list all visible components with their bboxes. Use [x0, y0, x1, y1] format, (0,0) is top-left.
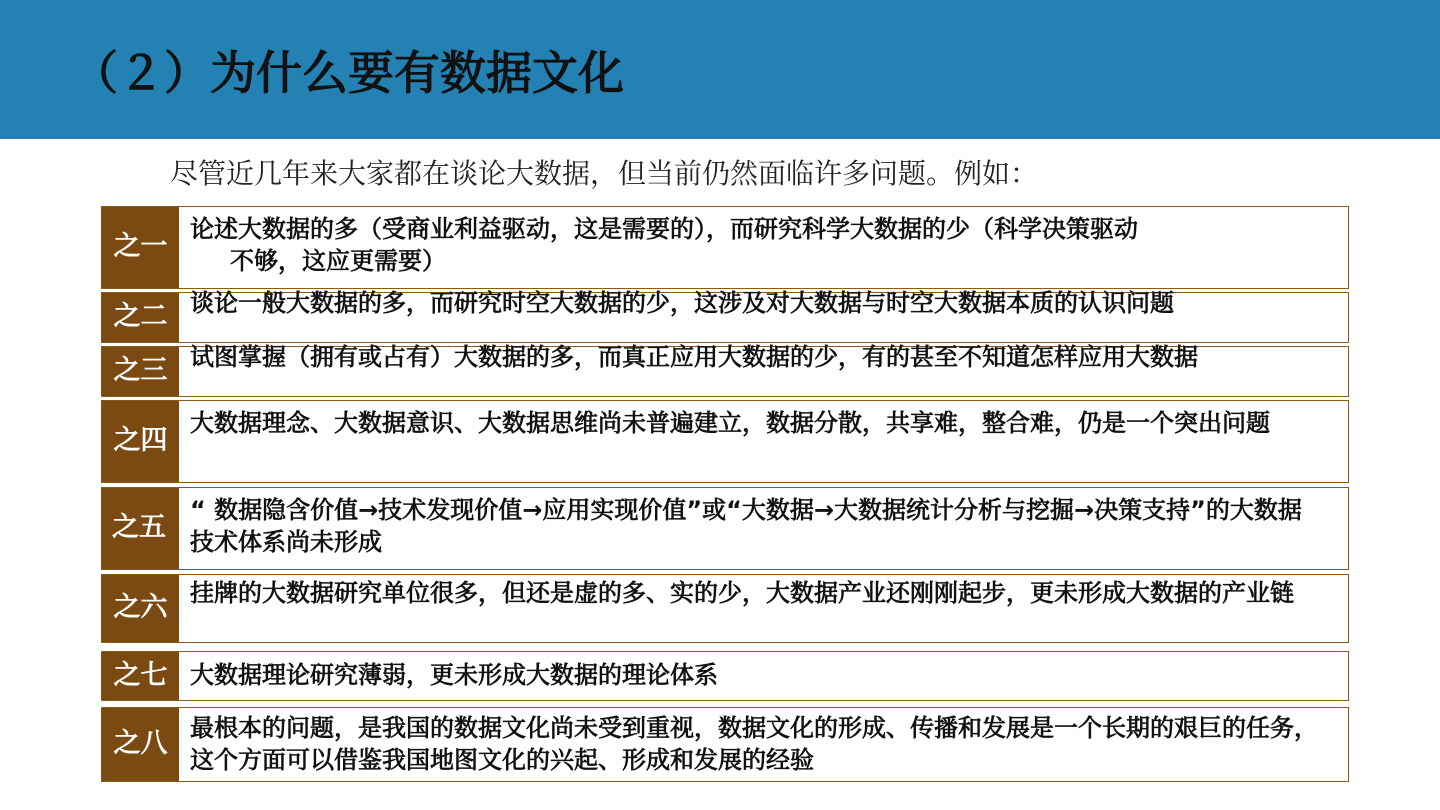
- item-tag: 之五: [102, 488, 179, 569]
- item-text: 大数据理念、大数据意识、大数据思维尚未普遍建立，数据分散，共享难，整合难，仍是一个突出问题: [190, 409, 1270, 437]
- page-title: （２）为什么要有数据文化: [72, 46, 624, 100]
- problem-item-2: [101, 289, 1349, 343]
- item-tag: 之八: [102, 708, 179, 781]
- item-text: [190, 213, 1318, 278]
- problem-item-7: [101, 651, 1349, 701]
- item-tag: 之一: [102, 207, 179, 288]
- item-text: 挂牌的大数据研究单位很多，但还是虚的多、实的少，大数据产业还刚刚起步，更未形成大数据的产业链: [190, 579, 1294, 607]
- item-tag: 之六: [102, 575, 179, 642]
- problem-item-3: [101, 343, 1349, 397]
- item-tag: 之四: [102, 401, 179, 482]
- item-text-line2: 不够，这应更需要）: [230, 247, 446, 276]
- item-text: 试图掌握（拥有或占有）大数据的多，而真正应用大数据的少，有的甚至不知道怎样应用大数据: [190, 343, 1198, 371]
- problem-item-1: [101, 206, 1349, 289]
- problem-item-4: [101, 400, 1349, 483]
- intro-text: 尽管近几年来大家都在谈论大数据，但当前仍然面临许多问题。例如：: [170, 157, 1039, 190]
- item-text: 大数据理论研究薄弱，更未形成大数据的理论体系: [190, 661, 718, 689]
- item-text: 最根本的问题，是我国的数据文化尚未受到重视，数据文化的形成、传播和发展是一个长期的艰巨的任务，这个方面可以借鉴我国地图文化的兴起、形成和发展的经验: [190, 714, 1318, 775]
- problem-item-5: [101, 487, 1349, 570]
- item-tag: 之三: [102, 347, 179, 396]
- problem-item-8: [101, 707, 1349, 782]
- problem-item-6: [101, 574, 1349, 643]
- item-text: “ 数据隐含价值→技术发现价值→应用实现价值”或“大数据→大数据统计分析与挖掘→决策支持”的大数据技术体系尚未形成: [190, 496, 1302, 557]
- item-text-line1: 论述大数据的多（受商业利益驱动，这是需要的），而研究科学大数据的少（科学决策驱动: [190, 215, 1138, 243]
- item-text: 谈论一般大数据的多，而研究时空大数据的少，这涉及对大数据与时空大数据本质的认识问题: [190, 289, 1174, 317]
- item-tag: 之七: [102, 652, 179, 700]
- item-tag: 之二: [102, 293, 179, 342]
- title-banner: [0, 0, 1440, 139]
